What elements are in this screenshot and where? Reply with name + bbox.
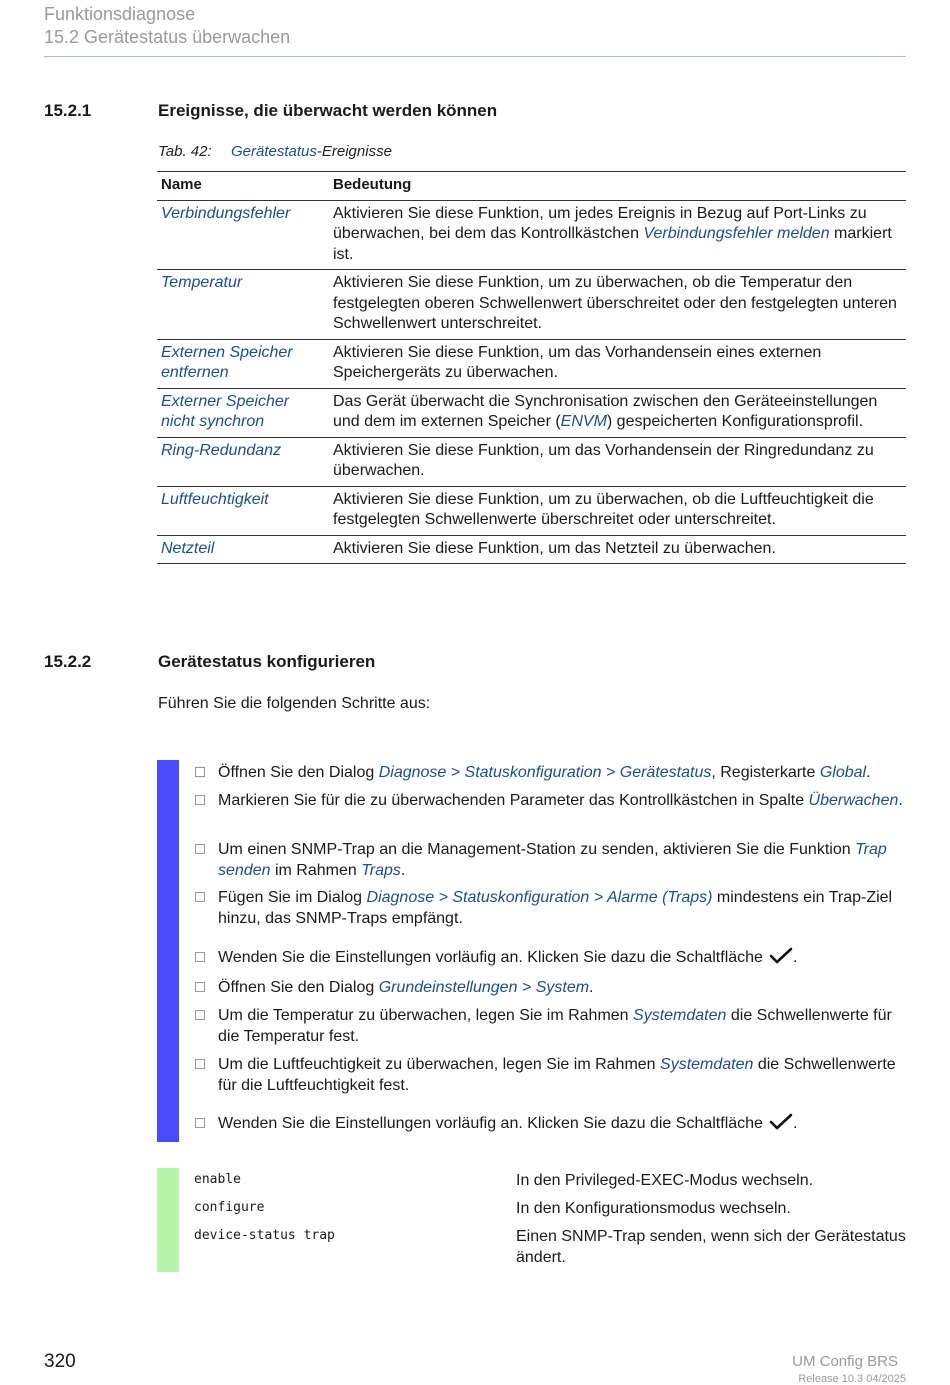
- caption-number: Tab. 42:: [158, 143, 212, 160]
- cli-description: In den Konfigurationsmodus wechseln.: [516, 1200, 791, 1217]
- gui-steps-marker: [157, 760, 179, 1142]
- step-text: Markieren Sie für die zu überwachenden Parameter das Kontrollkästchen in Spalte: [218, 792, 809, 809]
- list-item: [218, 977, 906, 998]
- step-text: im Rahmen: [270, 862, 362, 879]
- caption-text: -Ereignisse: [316, 143, 392, 160]
- list-item: [218, 762, 906, 783]
- list-item: [218, 887, 906, 929]
- step-text: .: [898, 792, 903, 809]
- list-item: [218, 947, 906, 968]
- event-name: Verbindungsfehler: [157, 200, 329, 270]
- section-number: 15.2.2: [44, 652, 92, 671]
- events-table: [157, 171, 906, 564]
- step-text: die Schwellenwerte für die Temperatur fest.: [218, 1007, 892, 1045]
- event-meaning: [329, 388, 906, 437]
- checkbox-icon: [195, 844, 205, 854]
- event-meaning: Aktivieren Sie diese Funktion, um das Vorhandensein eines externen Speichergeräts zu überwachen.: [329, 339, 906, 388]
- meaning-link: Verbindungsfehler melden: [643, 225, 830, 242]
- step-text: .: [792, 949, 798, 966]
- step-text: mindestens ein Trap-Ziel hinzu, das SNMP-Traps empfängt.: [218, 889, 893, 927]
- running-header-section: 15.2 Gerätestatus überwachen: [44, 27, 291, 47]
- step-text: .: [589, 979, 594, 996]
- footer-release: Release 10.3 04/2025: [798, 1373, 906, 1385]
- section-number: 15.2.1: [44, 101, 92, 120]
- event-name: Temperatur: [157, 270, 329, 340]
- section-title: Gerätestatus konfigurieren: [158, 652, 376, 671]
- step-text: .: [400, 862, 406, 879]
- event-name: Ring-Redundanz: [157, 437, 329, 486]
- header-divider: [44, 56, 906, 57]
- meaning-text: markiert ist.: [333, 225, 892, 263]
- cli-description: Einen SNMP-Trap senden, wenn sich der Gerätestatus ändert.: [516, 1228, 906, 1266]
- step-link: Systemdaten: [633, 1007, 727, 1024]
- step-link: Traps: [361, 862, 401, 879]
- step-text: Fügen Sie im Dialog: [218, 889, 367, 906]
- list-item: [218, 839, 906, 881]
- step-link: Überwachen: [808, 792, 899, 809]
- table-row: [157, 270, 906, 340]
- page-number: 320: [44, 1351, 76, 1372]
- list-item: [218, 790, 906, 811]
- step-link: Trap senden: [218, 841, 887, 879]
- caption-link: Gerätestatus: [231, 143, 317, 160]
- checkbox-icon: [195, 952, 205, 962]
- table-header-row: [157, 172, 906, 201]
- event-name: Netzteil: [157, 535, 329, 564]
- cli-description: In den Privileged-EXEC-Modus wechseln.: [516, 1172, 814, 1189]
- checkmark-icon: [769, 1113, 793, 1131]
- step-text: Öffnen Sie den Dialog: [218, 979, 379, 996]
- checkmark-icon: [769, 947, 793, 965]
- event-name: Externer Speicher nicht synchron: [157, 388, 329, 437]
- cli-steps-marker: [157, 1168, 179, 1272]
- section-title: Ereignisse, die überwacht werden können: [158, 101, 498, 120]
- step-link: Global: [819, 764, 867, 781]
- footer-doc-name: UM Config BRS: [792, 1353, 898, 1370]
- checkbox-icon: [195, 892, 205, 902]
- event-name: Luftfeuchtigkeit: [157, 486, 329, 535]
- cli-command: configure: [194, 1200, 265, 1215]
- list-item: [218, 1054, 906, 1096]
- table-row: [157, 535, 906, 564]
- table-row: [157, 339, 906, 388]
- step-text: die Schwellenwerte für die Luftfeuchtigkeit fest.: [218, 1056, 896, 1094]
- step-link: Diagnose > Statuskonfiguration > Gerätestatus: [378, 764, 712, 781]
- event-meaning: Aktivieren Sie diese Funktion, um das Vorhandensein der Ringredundanz zu überwachen.: [329, 437, 906, 486]
- event-name: Externen Speicher entfernen: [157, 339, 329, 388]
- event-meaning: Aktivieren Sie diese Funktion, um das Netzteil zu überwachen.: [329, 535, 906, 564]
- column-header-name: Name: [157, 172, 329, 201]
- table-row: [157, 388, 906, 437]
- step-text: Um einen SNMP-Trap an die Management-Station zu senden, aktivieren Sie die Funktion: [218, 841, 856, 858]
- cli-command: enable: [194, 1172, 241, 1187]
- intro-text: Führen Sie die folgenden Schritte aus:: [158, 695, 431, 712]
- meaning-text: Aktivieren Sie diese Funktion, um jedes Ereignis in Bezug auf Port-Links zu überwachen, bei dem das Kontrollkästchen: [333, 204, 867, 242]
- checkbox-icon: [195, 982, 205, 992]
- step-text: , Registerkarte: [711, 764, 820, 781]
- event-meaning: Aktivieren Sie diese Funktion, um zu überwachen, ob die Luftfeuchtigkeit die festgelegten Schwellenwerte überschreitet oder unterschreitet.: [329, 486, 906, 535]
- step-text: Um die Luftfeuchtigkeit zu überwachen, legen Sie im Rahmen: [218, 1056, 661, 1073]
- list-item: [218, 1005, 906, 1047]
- table-row: [157, 200, 906, 270]
- table-caption: [158, 143, 392, 160]
- step-text: Wenden Sie die Einstellungen vorläufig an. Klicken Sie dazu die Schaltfläche: [218, 949, 763, 966]
- event-meaning: [329, 200, 906, 270]
- table-row: [157, 486, 906, 535]
- table-row: [157, 437, 906, 486]
- meaning-link: ENVM: [560, 413, 607, 430]
- step-text: .: [866, 764, 871, 781]
- meaning-text: ) gespeicherten Konfigurationsprofil.: [606, 413, 864, 430]
- column-header-meaning: Bedeutung: [329, 172, 906, 201]
- checkbox-icon: [195, 1059, 205, 1069]
- checkbox-icon: [195, 767, 205, 777]
- checkbox-icon: [195, 1010, 205, 1020]
- step-link: Grundeinstellungen > System: [378, 979, 590, 996]
- checkbox-icon: [195, 795, 205, 805]
- step-link: Systemdaten: [660, 1056, 754, 1073]
- event-meaning: Aktivieren Sie diese Funktion, um zu überwachen, ob die Temperatur den festgelegten oberen Schwellenwert überschreitet oder den festgelegten unteren Schwellenwert unterschreitet.: [329, 270, 906, 340]
- step-link: Diagnose > Statuskonfiguration > Alarme (Traps): [366, 889, 713, 906]
- step-text: Wenden Sie die Einstellungen vorläufig an. Klicken Sie dazu die Schaltfläche: [218, 1115, 763, 1132]
- step-text: Öffnen Sie den Dialog: [218, 764, 379, 781]
- cli-command: device-status trap: [194, 1228, 335, 1243]
- step-text: Um die Temperatur zu überwachen, legen Sie im Rahmen: [218, 1007, 634, 1024]
- checkbox-icon: [195, 1118, 205, 1128]
- running-header-chapter: Funktionsdiagnose: [44, 4, 196, 24]
- meaning-text: Das Gerät überwacht die Synchronisation zwischen den Geräteeinstellungen und dem im externen Speicher (: [333, 392, 878, 430]
- step-text: .: [792, 1115, 798, 1132]
- list-item: [218, 1113, 906, 1134]
